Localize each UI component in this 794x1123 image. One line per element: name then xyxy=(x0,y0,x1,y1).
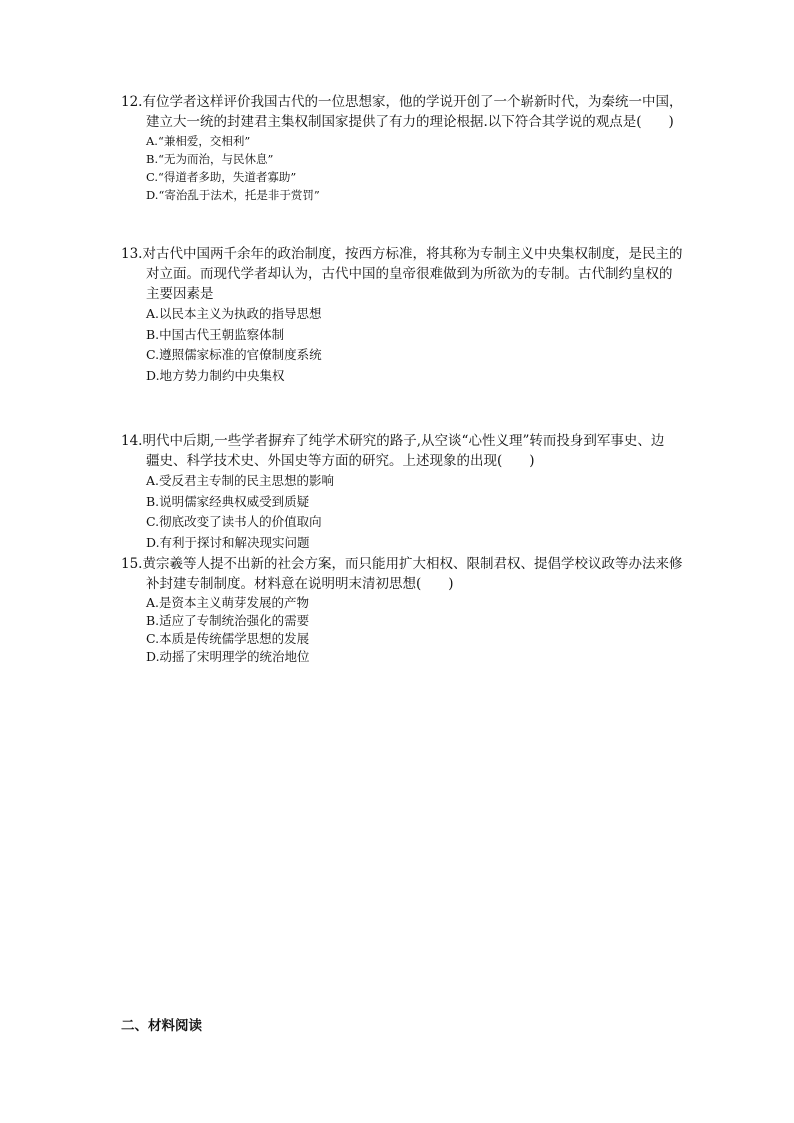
option-a: A.是资本主义萌芽发展的产物 xyxy=(146,595,310,610)
option-a: A.受反君主专制的民主思想的影响 xyxy=(146,473,335,488)
option-d: D.动摇了宋明理学的统治地位 xyxy=(146,649,310,664)
question-stem: 14.明代中后期,一些学者摒弃了纯学术研究的路子,从空谈“心性义理”转而投身到军事史、边 xyxy=(121,433,665,449)
option-b: B.“无为而治，与民休息” xyxy=(146,152,274,166)
option-d: D.“寄治乱于法术，托是非于赏罚” xyxy=(146,188,320,202)
question-stem: 疆史、科学技术史、外国史等方面的研究。上述现象的出现( ) xyxy=(146,453,535,469)
question-stem: 主要因素是 xyxy=(146,286,214,302)
option-b: B.适应了专制统治强化的需要 xyxy=(146,613,310,628)
question-stem: 补封建专制制度。材料意在说明明末清初思想( ) xyxy=(146,576,454,592)
option-d: D.有利于探讨和解决现实问题 xyxy=(146,534,310,550)
question-stem: 15.黄宗羲等人提不出新的社会方案，而只能用扩大相权、限制君权、提倡学校议政等办法来修 xyxy=(121,556,683,572)
question-12 xyxy=(121,92,701,204)
option-c: C.遵照儒家标准的官僚制度系统 xyxy=(146,347,322,362)
question-stem: 12.有位学者这样评价我国古代的一位思想家，他的学说开创了一个崭新时代，为秦统一中国， xyxy=(121,94,683,110)
question-15 xyxy=(121,554,701,666)
option-b: B.说明儒家经典权威受到质疑 xyxy=(146,493,310,509)
option-d: D.地方势力制约中央集权 xyxy=(146,367,285,383)
question-stem: 对立面。而现代学者却认为，古代中国的皇帝很难做到为所欲为的专制。古代制约皇权的 xyxy=(146,266,673,282)
option-c: C.彻底改变了读书人的价值取向 xyxy=(146,514,322,529)
option-c: C.本质是传统儒学思想的发展 xyxy=(146,631,310,646)
option-b: B.中国古代王朝监察体制 xyxy=(146,326,285,342)
option-c: C.“得道者多助，失道者寡助” xyxy=(146,170,297,184)
section-title: 二、材料阅读 xyxy=(121,1018,202,1034)
option-a: A.以民本主义为执政的指导思想 xyxy=(146,306,322,321)
question-stem: 建立大一统的封建君主集权制国家提供了有力的理论根据.以下符合其学说的观点是( ) xyxy=(146,114,674,130)
question-stem: 13.对古代中国两千余年的政治制度，按西方标准，将其称为专制主义中央集权制度，是民主的 xyxy=(121,246,683,262)
question-13 xyxy=(121,244,701,386)
question-14 xyxy=(121,431,701,553)
option-a: A.“兼相爱，交相利” xyxy=(146,134,251,148)
